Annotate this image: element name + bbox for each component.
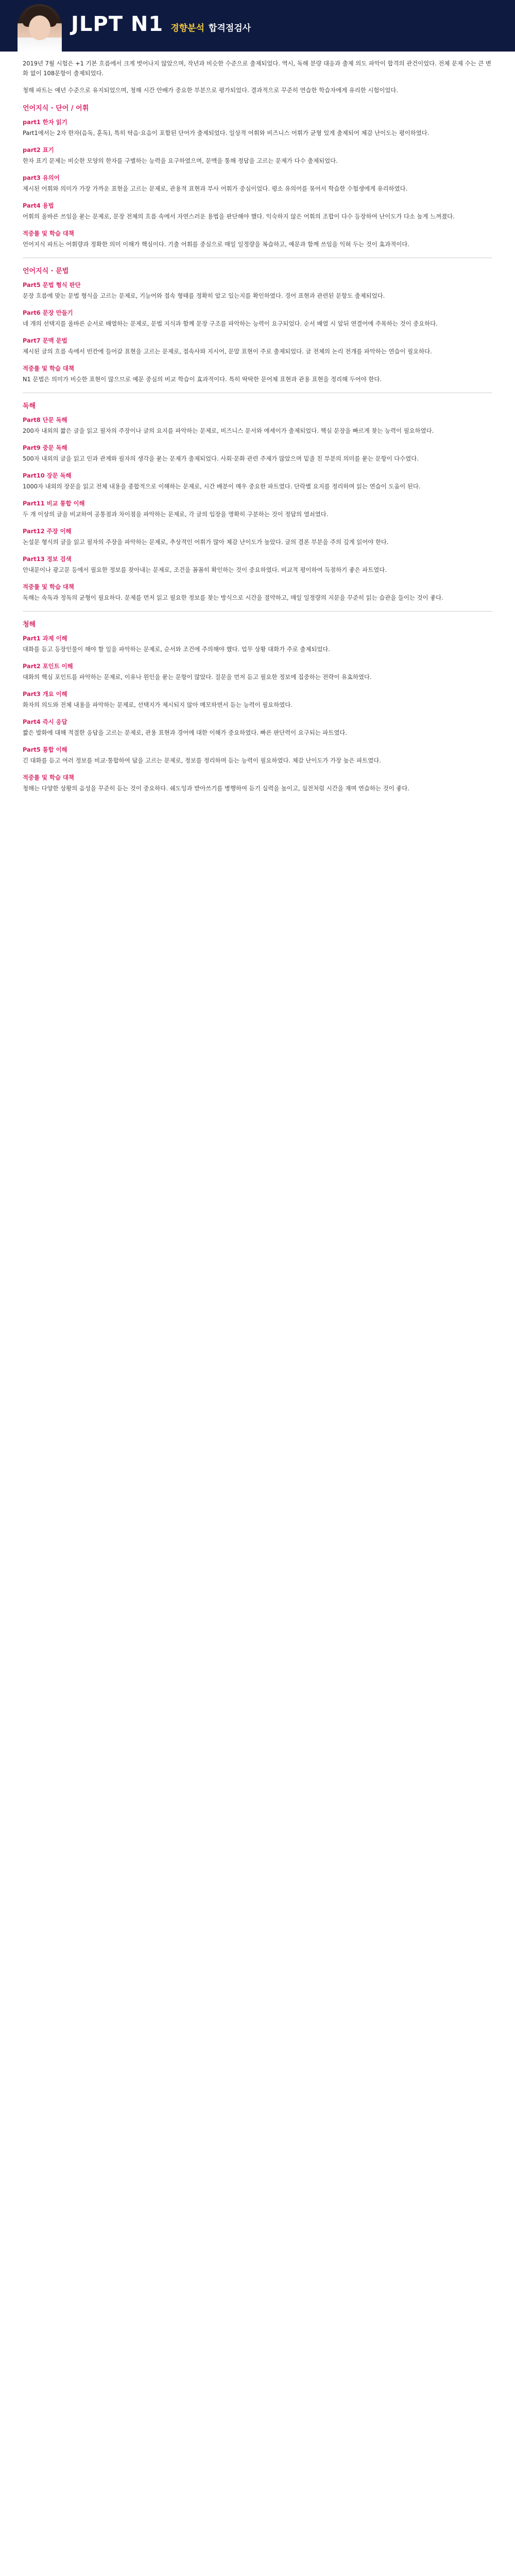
part-text: 1000자 내외의 장문을 읽고 전체 내용을 종합적으로 이해하는 문제로, 시간 배분이 매우 중요한 파트였다. 단락별 요지를 정리하며 읽는 연습이 도움이 된다. [23, 483, 421, 490]
part-text: 대화의 핵심 포인트를 파악하는 문제로, 이유나 원인을 묻는 문항이 많았다. 질문을 먼저 듣고 필요한 정보에 집중하는 전략이 유효하였다. [23, 673, 372, 681]
section-grammar [23, 266, 492, 384]
intro-paragraph: 청해 파트는 예년 수준으로 유지되었으며, 청해 시간 안배가 중요한 부분으로 평가되었다. 결과적으로 꾸준히 연습한 학습자에게 유리한 시험이었다. [23, 87, 398, 94]
strategy-text: 청해는 다양한 상황의 음성을 꾸준히 듣는 것이 중요하다. 쉐도잉과 받아쓰기를 병행하여 듣기 실력을 높이고, 실전처럼 시간을 재며 연습하는 것이 좋다. [23, 785, 409, 792]
section-heading: 언어지식 · 단어 / 어휘 [23, 105, 89, 112]
part-title: Part2 포인트 이해 [23, 663, 73, 670]
part-text: 두 개 이상의 글을 비교하여 공통점과 차이점을 파악하는 문제로, 각 글의 입장을 명확히 구분하는 것이 정답의 열쇠였다. [23, 511, 329, 518]
avatar-face [29, 15, 50, 40]
section-reading [23, 401, 492, 603]
part-block [23, 662, 492, 682]
part-title: Part13 정보 검색 [23, 555, 72, 563]
part-text: 200자 내외의 짧은 글을 읽고 필자의 주장이나 글의 요지를 파악하는 문제로, 비즈니스 문서와 에세이가 출제되었다. 핵심 문장을 빠르게 찾는 능력이 필요하였다. [23, 427, 434, 434]
title-subtitle: 합격점검사 [208, 23, 251, 33]
part-title: part2 표기 [23, 146, 54, 154]
divider [23, 611, 492, 612]
part-text: 긴 대화를 듣고 여러 정보를 비교·통합하여 답을 고르는 문제로, 정보를 정리하며 듣는 능력이 필요하였다. 체감 난이도가 가장 높은 파트였다. [23, 757, 381, 764]
strategy-text: 독해는 속독과 정독의 균형이 필요하다. 문제를 먼저 읽고 필요한 정보를 찾는 방식으로 시간을 절약하고, 매일 일정량의 지문을 꾸준히 읽는 습관을 들이는 것이 좋다. [23, 594, 443, 601]
part-text: 안내문이나 광고문 등에서 필요한 정보를 찾아내는 문제로, 조건을 꼼꼼히 확인하는 것이 중요하였다. 비교적 평이하여 득점하기 좋은 파트였다. [23, 566, 387, 573]
part-text: 대화를 듣고 등장인물이 해야 할 일을 파악하는 문제로, 순서와 조건에 주의해야 했다. 업무 상황 대화가 주로 출제되었다. [23, 646, 330, 653]
strategy-title: 적중률 및 학습 대책 [23, 365, 74, 372]
part-block [23, 173, 492, 194]
part-block [23, 336, 492, 357]
part-title: part1 한자 읽기 [23, 118, 67, 126]
part-block [23, 201, 492, 222]
part-text: 네 개의 선택지를 올바른 순서로 배열하는 문제로, 문법 지식과 함께 문장 구조를 파악하는 능력이 요구되었다. 순서 배열 시 앞뒤 연결어에 주목하는 것이 중요하다. [23, 320, 438, 327]
part-block [23, 308, 492, 329]
part-block [23, 554, 492, 575]
part-title: Part5 문법 형식 판단 [23, 281, 81, 289]
part-block [23, 499, 492, 519]
part-text: Part1에서는 2자 한자(음독, 훈독), 특히 탁음·요음이 포함된 단어가 출제되었다. 일상적 어휘와 비즈니스 어휘가 균형 있게 출제되어 체감 난이도는 평이하였다. [23, 129, 430, 137]
part-text: 제시된 글의 흐름 속에서 빈칸에 들어갈 표현을 고르는 문제로, 접속사와 지시어, 문말 표현이 주로 출제되었다. 글 전체의 논리 전개를 파악하는 연습이 필요하다. [23, 348, 432, 355]
title-tag: 경향분석 [170, 23, 204, 33]
part-block [23, 717, 492, 738]
title-block [71, 12, 251, 36]
part-title: Part6 문장 만들기 [23, 309, 73, 316]
intro-paragraph: 2019년 7월 시험은 +1 기본 흐름에서 크게 벗어나지 않았으며, 작년과 비슷한 수준으로 출제되었다. 역시, 독해 분량 대응과 출제 의도 파악이 합격의 관건이었다. 전체 문제 수는 큰 변화 없이 108문항이 출제되었다. [23, 60, 491, 77]
part-title: Part8 단문 독해 [23, 416, 67, 423]
part-title: Part1 과제 이해 [23, 635, 67, 642]
part-block [23, 689, 492, 710]
part-block [23, 634, 492, 654]
part-text: 짧은 발화에 대해 적절한 응답을 고르는 문제로, 관용 표현과 경어에 대한 이해가 중요하였다. 빠른 판단력이 요구되는 파트였다. [23, 729, 347, 736]
part-text: 어휘의 올바른 쓰임을 묻는 문제로, 문장 전체의 흐름 속에서 자연스러운 용법을 판단해야 했다. 익숙하지 않은 어휘의 조합이 다수 등장하여 난이도가 다소 높게 느껴졌다. [23, 213, 455, 220]
part-block [23, 415, 492, 436]
instructor-avatar [18, 4, 62, 52]
part-block [23, 745, 492, 766]
strategy-text: 언어지식 파트는 어휘량과 정확한 의미 이해가 핵심이다. 기출 어휘를 중심으로 매일 일정량을 복습하고, 예문과 함께 쓰임을 익혀 두는 것이 효과적이다. [23, 241, 409, 248]
part-text: 논설문 형식의 글을 읽고 필자의 주장을 파악하는 문제로, 추상적인 어휘가 많아 체감 난이도가 높았다. 글의 결론 부분을 주의 깊게 읽어야 한다. [23, 538, 389, 546]
part-title: Part10 장문 독해 [23, 472, 72, 479]
part-block [23, 117, 492, 138]
part-text: 500자 내외의 글을 읽고 인과 관계와 필자의 생각을 묻는 문제가 출제되었다. 사회·문화 관련 주제가 많았으며 밑줄 친 부분의 의미를 묻는 문항이 다수였다. [23, 455, 419, 462]
page-header [0, 0, 515, 52]
page-title: JLPT N1 [71, 12, 164, 36]
part-title: Part3 개요 이해 [23, 690, 67, 698]
section-vocabulary [23, 104, 492, 249]
part-title: part3 유의어 [23, 174, 60, 181]
part-text: 화자의 의도와 전체 내용을 파악하는 문제로, 선택지가 제시되지 않아 메모하면서 듣는 능력이 필요하였다. [23, 701, 293, 708]
strategy-title: 적중률 및 학습 대책 [23, 583, 74, 590]
part-text: 한자 표기 문제는 비슷한 모양의 한자를 구별하는 능력을 요구하였으며, 문맥을 통해 정답을 고르는 문제가 다수 출제되었다. [23, 157, 338, 164]
article-content [0, 52, 515, 793]
section-heading: 독해 [23, 402, 36, 410]
strategy-title: 적중률 및 학습 대책 [23, 774, 74, 781]
part-text: 제시된 어휘와 의미가 가장 가까운 표현을 고르는 문제로, 관용적 표현과 부사 어휘가 중심이었다. 평소 유의어를 묶어서 학습한 수험생에게 유리하였다. [23, 185, 408, 192]
part-block [23, 527, 492, 547]
intro [23, 59, 492, 95]
section-heading: 언어지식 · 문법 [23, 267, 69, 275]
part-title: Part7 문맥 문법 [23, 337, 67, 344]
part-title: Part12 주장 이해 [23, 528, 72, 535]
part-block [23, 145, 492, 166]
part-title: Part4 용법 [23, 202, 54, 209]
part-title: Part9 중문 독해 [23, 444, 67, 451]
part-title: Part11 비교 통합 이해 [23, 500, 85, 507]
section-heading: 청해 [23, 621, 36, 629]
part-text: 문장 흐름에 맞는 문법 형식을 고르는 문제로, 기능어와 접속 형태를 정확히 알고 있는지를 확인하였다. 경어 표현과 관련된 문항도 출제되었다. [23, 292, 385, 299]
part-block [23, 443, 492, 464]
strategy-title: 적중률 및 학습 대책 [23, 230, 74, 237]
strategy-text: N1 문법은 의미가 비슷한 표현이 많으므로 예문 중심의 비교 학습이 효과적이다. 특히 딱딱한 문어체 표현과 관용 표현을 정리해 두어야 한다. [23, 376, 382, 383]
part-block [23, 471, 492, 492]
part-title: Part5 통합 이해 [23, 746, 67, 753]
section-listening [23, 620, 492, 793]
part-title: Part4 즉시 응답 [23, 718, 67, 725]
part-block [23, 280, 492, 301]
